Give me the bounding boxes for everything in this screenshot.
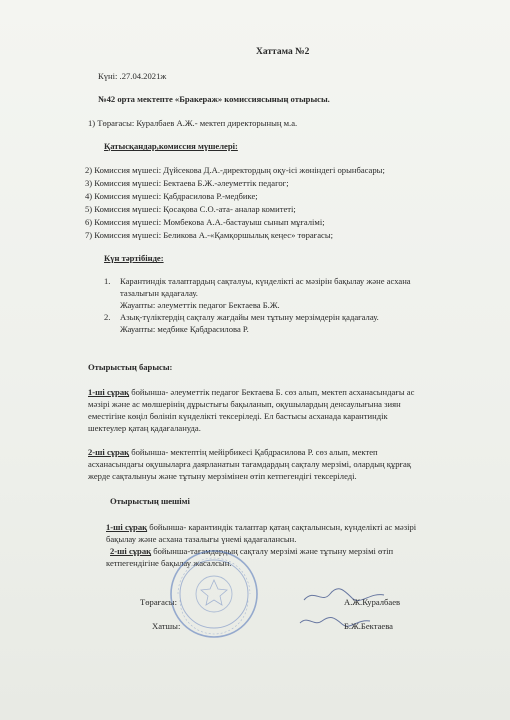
question-label: 1-ші сұрақ (106, 522, 148, 532)
progress-q2-line: жерде сақталынуы және тұтыну мерзімінен өтіп кетпегендігі тексеріледі. (88, 471, 357, 481)
agenda-heading: Күн тәртібінде: (104, 253, 164, 263)
member-item: 6) Комиссия мүшесі: Момбекова А.А.-бастауыш сынып мұғалімі; (85, 217, 325, 227)
decision-1-line: бақылау және асхана тазалығы үнемі қадағалансын. (106, 534, 297, 544)
progress-q2-line: 2-ші сұрақ бойынша- мектептің мейірбикесі Қабдрасилова Р. сөз алып, мектеп (88, 447, 378, 457)
decision-2-line: кетпегендігіне бақылау жасалсын. (106, 558, 232, 568)
member-item: 7) Комиссия мүшесі: Беликова А.-«Қамқоршылық кеңес» төрағасы; (85, 230, 333, 240)
agenda-item-text: тазалығын қадағалау. (120, 288, 198, 298)
progress-q1-line: мәзірі және ас мөлшерінің дұрыстығы бақыланып, оқушылардың денсаулығына зиян (88, 399, 401, 409)
meeting-date: Күні: .27.04.2021ж (98, 71, 167, 81)
progress-q2-line: асханасындағы оқушыларға даярланатын тағамдардың сақталу мерзімі, олардың құрғақ (88, 459, 412, 469)
decision-1-line: 1-ші сұрақ бойынша- карантиндік талаптар қатаң сақталынсын, күнделікті ас мәзірі (106, 522, 417, 532)
decision-heading: Отырыстың шешімі (110, 496, 190, 506)
member-item: 2) Комиссия мүшесі: Дүйсекова Д.А.-директордың оқу-ісі жөніндегі орынбасары; (85, 165, 385, 175)
agenda-number: 2. (104, 312, 111, 322)
member-item: 4) Комиссия мүшесі: Қабдрасилова Р.-медбике; (85, 191, 258, 201)
agenda-item-text: Азық-түліктердің сақталу жағдайы мен тұтыну мерзімдерін қадағалау. (120, 312, 379, 322)
question-label: 1-ші сұрақ (88, 387, 130, 397)
members-heading: Қатысқандар,комиссия мүшелері: (104, 141, 238, 151)
meeting-heading: №42 орта мектепте «Бракераж» комиссиясының отырысы. (98, 94, 330, 104)
agenda-number: 1. (104, 276, 111, 286)
question-label: 2-ші сұрақ (110, 546, 152, 556)
decision-2-line: 2-ші сұрақ бойынша-тағамдардың сақталу мерзімі және тұтыну мерзімі өтіп (110, 546, 394, 556)
stamp-seal-icon (168, 548, 260, 640)
document-title: Хаттама №2 (256, 47, 310, 57)
agenda-responsible: Жауапты: әлеуметтік педагог Бектаева Б.Ж. (120, 300, 280, 310)
member-item: 3) Комиссия мүшесі: Бектаева Б.Ж.-әлеуметтік педагог; (85, 178, 289, 188)
progress-q1-line: 1-ші сұрақ бойынша- әлеуметтік педагог Бектаева Б. сөз алып, мектеп асханасындағы ас (88, 387, 415, 397)
progress-q1-line: еместігіне көңіл бөлініп күнделікті тексеріледі. Ел бастысы асханада карантиндік (88, 411, 388, 421)
progress-heading: Отырыстың барысы: (88, 362, 173, 372)
chair-signature-label: Төрағасы: (140, 597, 177, 607)
progress-q1-line: шектеулер қатаң қадағалануда. (88, 423, 201, 433)
agenda-responsible: Жауапты: медбике Қабдрасилова Р. (120, 324, 249, 334)
secretary-signature-name: Б.Ж.Бектаева (344, 621, 393, 631)
secretary-signature-label: Хатшы: (152, 621, 181, 631)
chair-line: 1) Төрағасы: Куралбаев А.Ж.- мектеп директорының м.а. (88, 118, 298, 128)
agenda-item-text: Карантиндік талаптардың сақталуы, күнделікті ас мәзірін бақылау және асхана (120, 276, 411, 286)
chair-signature-name: А.Ж.Куралбаев (344, 597, 401, 607)
member-item: 5) Комиссия мүшесі: Қосақова С.О.-ата- аналар комитеті; (85, 204, 296, 214)
question-label: 2-ші сұрақ (88, 447, 130, 457)
